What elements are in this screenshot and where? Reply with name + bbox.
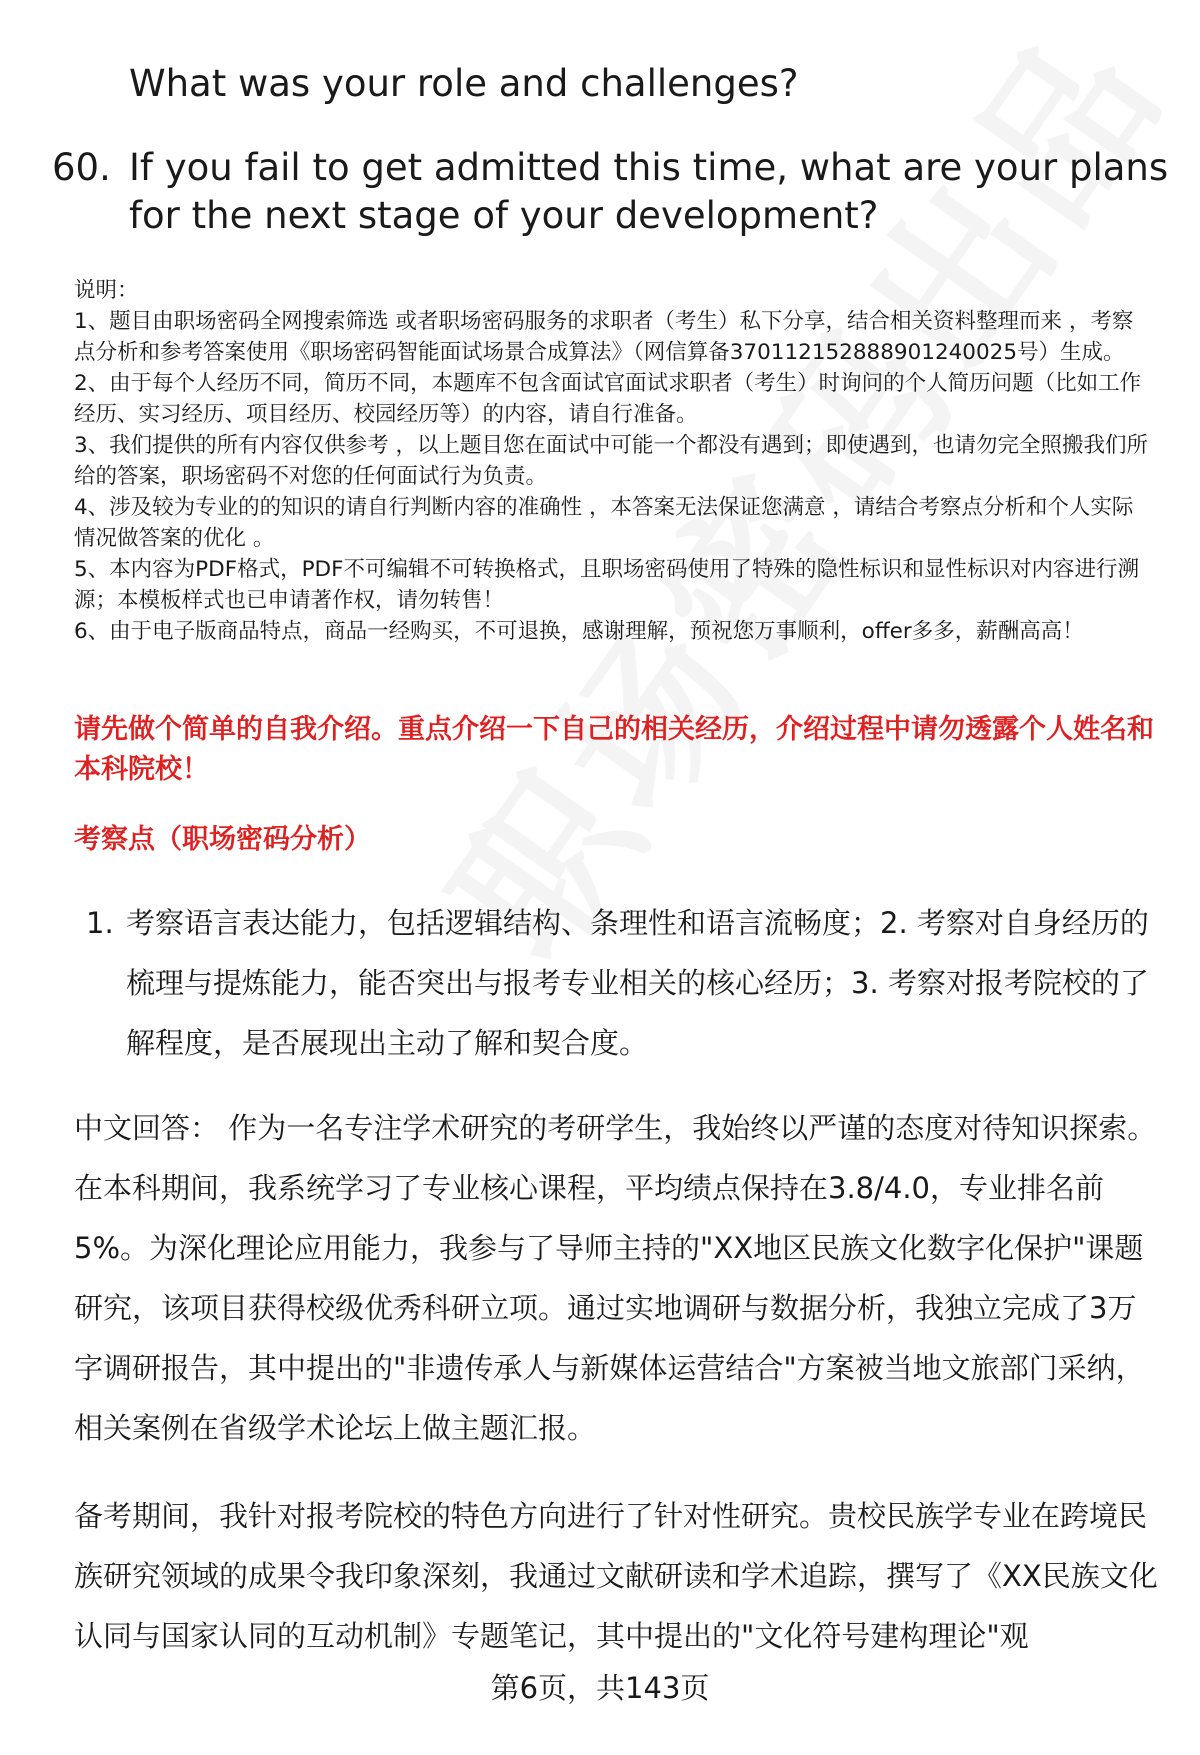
- answer-paragraph-1: 中文回答： 作为一名专注学术研究的考研学生，我始终以严谨的态度对待知识探索。在本科期间，我系统学习了专业核心课程，平均绩点保持在3.8/4.0，专业排名前5%。为深化理论应用能力，我参与了导师主持的"XX地区民族文化数字化保护"课题研究，该项目获得校级优秀科研立项。通过实地调研与数据分析，我独立完成了3万字调研报告，其中提出的"非遗传承人与新媒体运营结合"方案被当地文旅部门采纳，相关案例在省级学术论坛上做主题汇报。: [74, 1111, 1157, 1445]
- page-number: 第6页，共143页: [490, 1671, 710, 1705]
- note-item: 3、我们提供的所有内容仅供参考 ，以上题目您在面试中可能一个都没有遇到；即使遇到，也请勿完全照搬我们所给的答案，职场密码不对您的任何面试行为负责。: [74, 433, 1149, 489]
- note-item: 1、题目由职场密码全网搜索筛选 或者职场密码服务的求职者（考生）私下分享，结合相关资料整理而来 ，考察点分析和参考答案使用《职场密码智能面试场景合成算法》（网信算备370112152888901240025号）生成。: [74, 309, 1134, 365]
- point-number: 1.: [86, 906, 114, 940]
- notes-heading: 说明：: [74, 278, 139, 303]
- question-number: 60.: [52, 146, 111, 189]
- note-item: 2、由于每个人经历不同，简历不同，本题库不包含面试官面试求职者（考生）时询问的个人简历问题（比如工作经历、实习经历、项目经历、校园经历等）的内容，请自行准备。: [74, 371, 1142, 427]
- notes-section: [74, 275, 1154, 647]
- note-item: 4、涉及较为专业的的知识的请自行判断内容的准确性 ，本答案无法保证您满意 ，请结合考察点分析和个人实际情况做答案的优化 。: [74, 495, 1134, 551]
- question-text: If you fail to get admitted this time, what are your plans for the next stage of your development?: [129, 146, 1169, 237]
- point-text: 考察语言表达能力，包括逻辑结构、条理性和语言流畅度；2. 考察对自身经历的梳理与提炼能力，能否突出与报考专业相关的核心经历；3. 考察对报考院校的了解程度，是否展现出主动了解和契合度。: [126, 906, 1149, 1060]
- answer-paragraph-2: 备考期间，我针对报考院校的特色方向进行了针对性研究。贵校民族学专业在跨境民族研究领域的成果令我印象深刻，我通过文献研读和学术追踪，撰写了《XX民族文化认同与国家认同的互动机制》专题笔记，其中提出的"文化符号建构理论"观: [74, 1499, 1158, 1653]
- note-item: 5、本内容为PDF格式，PDF不可编辑不可转换格式，且职场密码使用了特殊的隐性标识和显性标识对内容进行溯源；本模板样式也已申请著作权，请勿转售！: [74, 557, 1139, 613]
- note-item: 6、由于电子版商品特点，商品一经购买，不可退换，感谢理解，预祝您万事顺利，offer多多，薪酬高高！: [74, 619, 1084, 644]
- interview-question: 请先做个简单的自我介绍。重点介绍一下自己的相关经历，介绍过程中请勿透露个人姓名和本科院校！: [74, 714, 1154, 785]
- question-59-continuation: What was your role and challenges?: [129, 62, 799, 105]
- analysis-heading: 考察点（职场密码分析）: [74, 824, 371, 855]
